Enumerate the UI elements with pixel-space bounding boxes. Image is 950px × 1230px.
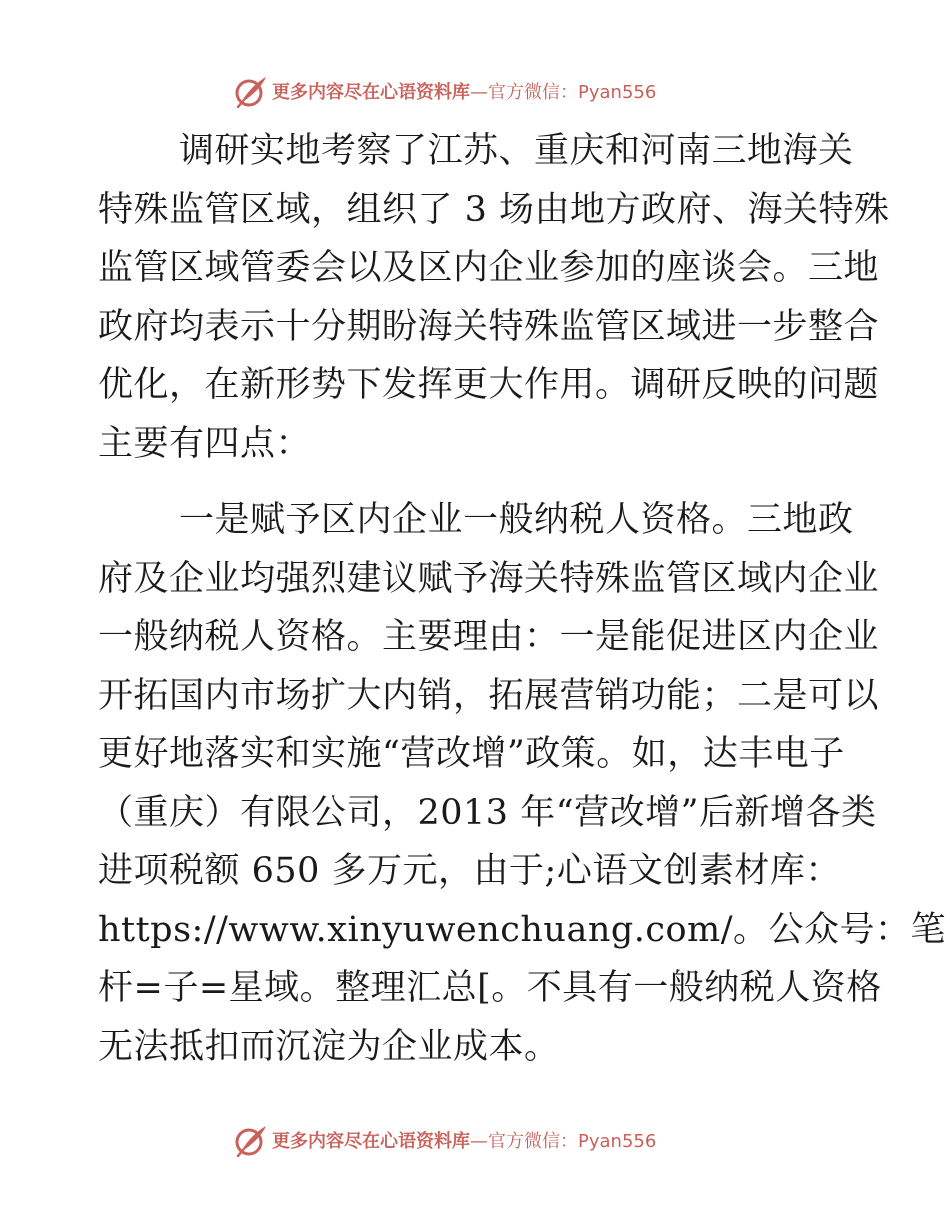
text-line: 优化，在新形势下发挥更大作用。调研反映的问题 — [98, 365, 880, 405]
text-line: 府及企业均强烈建议赋予海关特殊监管区域内企业 — [98, 558, 880, 599]
watermark-sub-text: —官方微信：Pyan556 — [470, 82, 657, 103]
watermark-sub-text: —官方微信：Pyan556 — [470, 1131, 657, 1152]
text-line: 更好地落实和实施“营改增”政策。如，达丰电子 — [98, 734, 845, 774]
url-line: https://www.xinyuwenchuang.com/。公众号：笔 — [98, 909, 947, 950]
quill-logo-icon — [234, 1123, 268, 1157]
body-text — [98, 122, 947, 1076]
header-watermark — [234, 73, 656, 109]
watermark-main-text: 更多内容尽在心语资料库 — [272, 82, 470, 103]
footer-watermark — [234, 1122, 656, 1158]
text-line: 进项税额 650 多万元，由于;心语文创素材库： — [98, 851, 841, 891]
text-line: 监管区域管委会以及区内企业参加的座谈会。三地 — [98, 248, 880, 288]
text-line: 杆=子=星域。整理汇总[。不具有一般纳税人资格 — [98, 968, 882, 1008]
text-line: （重庆）有限公司，2013 年“营改增”后新增各类 — [98, 792, 877, 833]
paragraph-1 — [98, 122, 890, 473]
paragraph-2 — [98, 491, 947, 1076]
watermark-main-text: 更多内容尽在心语资料库 — [272, 1131, 470, 1152]
text-line: 政府均表示十分期盼海关特殊监管区域进一步整合 — [98, 306, 880, 347]
text-line: 开拓国内市场扩大内销，拓展营销功能；二是可以 — [98, 675, 880, 716]
text-line: 调研实地考察了江苏、重庆和河南三地海关 — [179, 131, 854, 171]
text-line: 一般纳税人资格。主要理由：一是能促进区内企业 — [98, 617, 880, 657]
text-line: 无法抵扣而沉淀为企业成本。 — [98, 1026, 560, 1067]
quill-logo-icon — [234, 74, 268, 108]
text-line: 特殊监管区域，组织了 3 场由地方政府、海关特殊 — [98, 189, 890, 230]
text-line: 主要有四点： — [98, 423, 312, 464]
text-line: 一是赋予区内企业一般纳税人资格。三地政 — [179, 500, 854, 540]
